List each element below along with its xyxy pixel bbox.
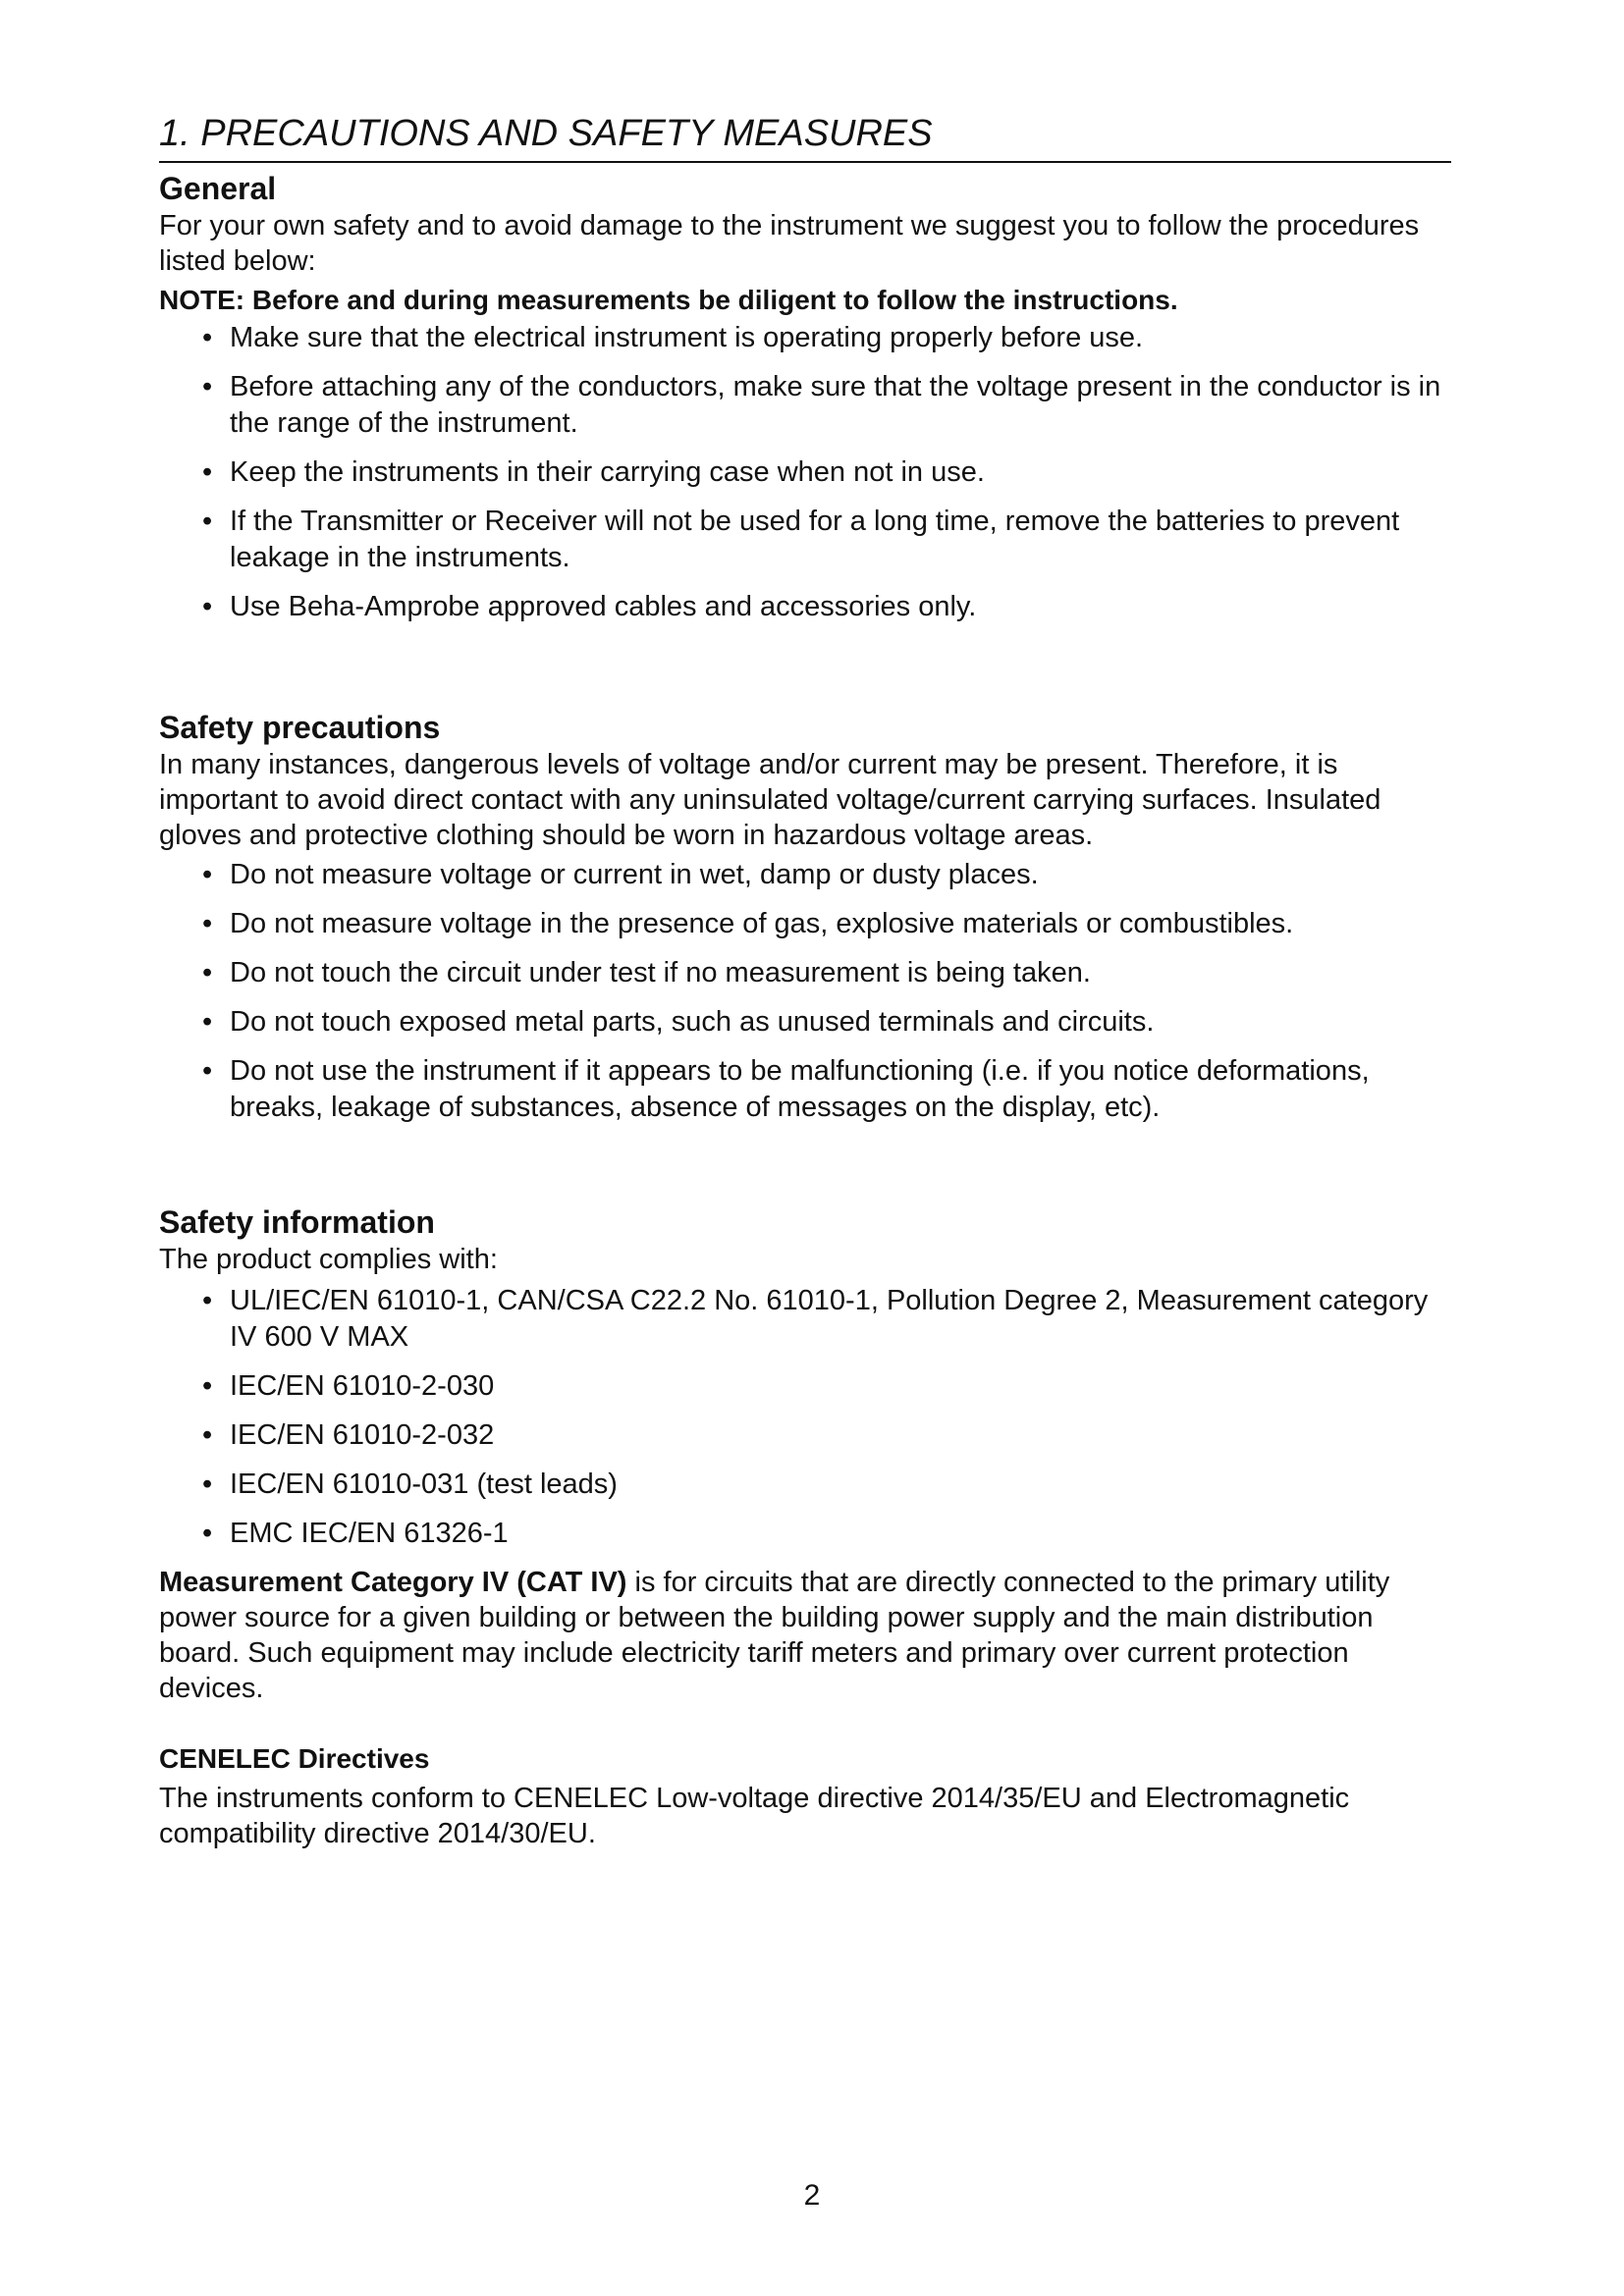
list-item: • IEC/EN 61010-2-030 — [159, 1368, 1451, 1405]
bullet-icon: • — [202, 957, 213, 988]
safety-information-intro: The product complies with: — [159, 1244, 498, 1275]
general-heading: General — [159, 171, 277, 206]
cenelec-heading: CENELEC Directives — [159, 1743, 430, 1774]
list-item: • Do not measure voltage in the presence of gas, explosive materials or combustibles. — [159, 906, 1451, 942]
bullet-icon: • — [202, 1285, 213, 1316]
cat-iv-term: Measurement Category IV (CAT IV) — [159, 1567, 627, 1598]
bullet-icon: • — [202, 859, 213, 890]
list-item: • Make sure that the electrical instrument is operating properly before use. — [159, 320, 1451, 356]
safety-precautions-list — [159, 857, 1451, 1126]
list-item: • UL/IEC/EN 61010-1, CAN/CSA C22.2 No. 61010-1, Pollution Degree 2, Measurement category IV 600 V MAX — [202, 1285, 1429, 1353]
cat-iv-description: is for circuits that are directly connected to the primary utility power source for a given building or between the building power supply and the main distribution board. Such equipment may include electricity tariff meters and primary over current protection devices. — [159, 1567, 1390, 1704]
list-item: • Before attaching any of the conductors, make sure that the voltage present in the conductor is in the range of the instrument. — [202, 371, 1441, 439]
bullet-icon: • — [202, 456, 213, 488]
list-item: • IEC/EN 61010-031 (test leads) — [159, 1467, 1451, 1503]
safety-precautions-heading: Safety precautions — [159, 710, 441, 745]
bullet-icon: • — [202, 322, 213, 353]
general-note: NOTE: Before and during measurements be diligent to follow the instructions. — [159, 285, 1178, 315]
compliance-list — [159, 1283, 1451, 1552]
bullet-icon: • — [202, 1055, 213, 1087]
bullet-icon: • — [202, 1468, 213, 1500]
list-item: • If the Transmitter or Receiver will not be used for a long time, remove the batteries to prevent leakage in the instruments. — [202, 506, 1400, 573]
bullet-icon: • — [202, 371, 213, 402]
list-item: • Do not measure voltage or current in wet, damp or dusty places. — [159, 857, 1451, 893]
bullet-icon: • — [202, 1518, 213, 1549]
general-section — [159, 169, 1451, 625]
bullet-icon: • — [202, 1419, 213, 1451]
list-item: • Use Beha-Amprobe approved cables and accessories only. — [159, 589, 1451, 625]
page-number: 2 — [803, 2179, 821, 2212]
list-item: • Do not touch exposed metal parts, such as unused terminals and circuits. — [159, 1004, 1451, 1041]
bullet-icon: • — [202, 1006, 213, 1038]
safety-precautions-intro: In many instances, dangerous levels of voltage and/or current may be present. Therefore, it is important to avoid direct contact with any uninsulated voltage/current carrying surfaces. Insulated gloves and protective clothing should be worn in hazardous voltage areas. — [159, 749, 1381, 851]
document-page — [159, 110, 1451, 1851]
safety-information-section — [159, 1202, 1451, 1851]
bullet-icon: • — [202, 506, 213, 537]
general-intro: For your own safety and to avoid damage to the instrument we suggest you to follow the procedures listed below: — [159, 210, 1420, 277]
chapter-title: 1. PRECAUTIONS AND SAFETY MEASURES — [159, 110, 1451, 163]
bullet-icon: • — [202, 1370, 213, 1402]
general-list — [159, 320, 1451, 625]
bullet-icon: • — [202, 591, 213, 622]
safety-precautions-section — [159, 708, 1451, 1126]
bullet-icon: • — [202, 908, 213, 939]
list-item: • Do not touch the circuit under test if no measurement is being taken. — [159, 955, 1451, 991]
list-item: • Do not use the instrument if it appears to be malfunctioning (i.e. if you notice deformations, breaks, leakage of substances, absence of messages on the display, etc). — [202, 1055, 1370, 1123]
list-item: • EMC IEC/EN 61326-1 — [159, 1516, 1451, 1552]
list-item: • Keep the instruments in their carrying case when not in use. — [159, 454, 1451, 491]
cat-iv-paragraph — [159, 1565, 1451, 1706]
safety-information-heading: Safety information — [159, 1204, 435, 1240]
list-item: • IEC/EN 61010-2-032 — [159, 1417, 1451, 1454]
cenelec-text: The instruments conform to CENELEC Low-voltage directive 2014/35/EU and Electromagnetic compatibility directive 2014/30/EU. — [159, 1783, 1350, 1849]
